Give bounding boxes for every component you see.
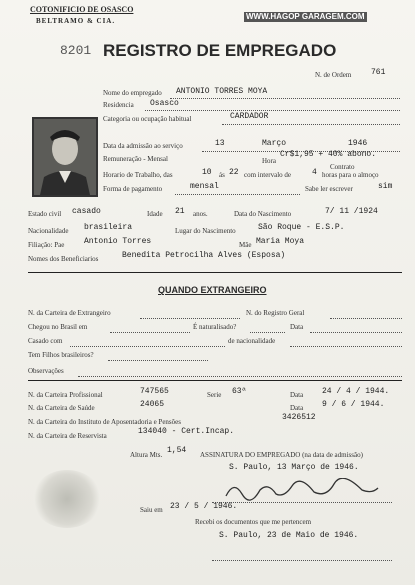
children-label: Tem Filhos brasileiros? [28,351,94,359]
nationality-value: brasileira [84,223,133,232]
general-reg-label: N. do Registro Geral [246,309,305,317]
exit-label: Saiu em [140,506,163,514]
name-value: ANTONIO TORRES MOYA [176,87,268,96]
age-value: 21 [175,207,185,216]
civil-value: casado [72,207,101,216]
prof-date-value: 24 / 4 / 1944. [322,387,390,396]
admission-year: 1946 [348,139,368,148]
mother-value: Maria Moya [256,237,305,246]
schedule-as: ás [219,171,225,179]
literacy-label: Sabe ler escrever [305,185,353,193]
admission-month: Março [262,139,287,148]
employee-photo [32,117,98,197]
arrival-label: Chegou no Brasil em [28,323,88,331]
form-number: 8201 [60,43,92,58]
payment-value: mensal [190,182,219,191]
serie-value: 63ª [232,387,247,396]
prof-date-label: Data [290,391,304,399]
height-label: Altura Mts. [130,451,163,459]
naturalized-label: É naturalisado? [193,323,237,331]
fingerprint [32,470,102,528]
health-date-value: 9 / 6 / 1944. [322,400,385,409]
serie-label: Serie [207,391,222,399]
interval-label: com intervalo de [244,171,292,179]
portrait-icon [34,119,96,195]
reserve-value: 134040 - Cert.Incap. [138,427,235,436]
order-label: N. de Ordem [315,71,352,79]
affiliation-label: Filiação: Pae [28,241,65,249]
married-with-label: Casado com [28,337,63,345]
height-value: 1,54 [167,446,187,455]
foreign-card-label: N. da Carteira de Extrangeiro [28,309,111,317]
birth-label: Data do Nascimento [234,210,292,218]
employee-signature [222,478,382,502]
health-card-value: 24065 [140,400,165,409]
received-label: Recebi os documentos que me pertencem [195,518,312,526]
health-date-label: Data [290,404,304,412]
father-value: Antonio Torres [84,237,152,246]
exit-value: 23 / 5 / 1946. [170,502,238,511]
schedule-label: Horario de Trabalho, das [103,171,173,179]
payment-label: Forma de pagamento [103,185,163,193]
hora-label: Hora [262,157,276,165]
mother-label: Mãe [239,241,252,249]
civil-label: Estado civil [28,210,62,218]
pay-value: Cr$1,95 + 40% abono. [280,150,377,159]
age-label: Idade [147,210,163,218]
naturalized-data-label: Data [290,323,304,331]
schedule-from: 10 [202,168,212,177]
birthplace-label: Lugar do Nascimento [175,227,236,235]
prof-card-value: 747565 [140,387,169,396]
admission-label: Data da admissão ao serviço [103,142,183,150]
name-label: Nome do empregado [103,89,162,97]
nationality-label: Nacionalidade [28,227,69,235]
company-owners: BELTRAMO & CIA. [36,17,116,25]
received-date: S. Paulo, 23 de Maio de 1946. [219,531,359,540]
notes-label: Observações [28,367,64,375]
interval-suffix: horas para o almoço [322,171,379,179]
contrato-label: Contrato [330,163,355,171]
residence-value: Osasco [150,99,179,108]
category-value: CARDADOR [230,112,269,121]
schedule-to: 22 [229,168,239,177]
pension-label: N. da Carteira do Instituto de Aposentadoria e Pensões [28,418,181,426]
watermark-url: WWW.HAGOP GARAGEM.COM [246,12,365,21]
beneficiaries-value: Benedita Petrocilha Alves (Esposa) [122,251,286,260]
company-name: COTONIFICIO DE OSASCO [30,5,134,14]
foreigner-heading: QUANDO EXTRANGEIRO [158,285,267,295]
beneficiaries-label: Nomes dos Beneficiarios [28,255,99,263]
birth-value: 7/ 11 /1924 [325,207,378,216]
interval-value: 4 [312,168,317,177]
age-anos: anos. [193,210,208,218]
order-value: 761 [371,68,386,77]
of-nationality-label: de nacionalidade [228,337,276,345]
health-card-label: N. da Carteira de Saúde [28,404,95,412]
residence-label: Residencia [103,101,134,109]
page-title: REGISTRO DE EMPREGADO [103,41,337,60]
reserve-label: N. da Carteira de Reservista [28,432,107,440]
admission-day: 13 [215,139,225,148]
literacy-value: sim [378,182,393,191]
signature-label: ASSINATURA DO EMPREGADO (na data de admissão) [200,451,363,459]
pay-label: Remuneração - Mensal [103,155,168,163]
signature-place-date: S. Paulo, 13 Março de 1946. [229,463,359,472]
category-label: Categoria ou ocupação habitual [103,115,192,123]
prof-card-label: N. da Carteira Profissional [28,391,103,399]
birthplace-value: São Roque - E.S.P. [258,223,345,232]
pension-value: 3426512 [282,413,316,422]
